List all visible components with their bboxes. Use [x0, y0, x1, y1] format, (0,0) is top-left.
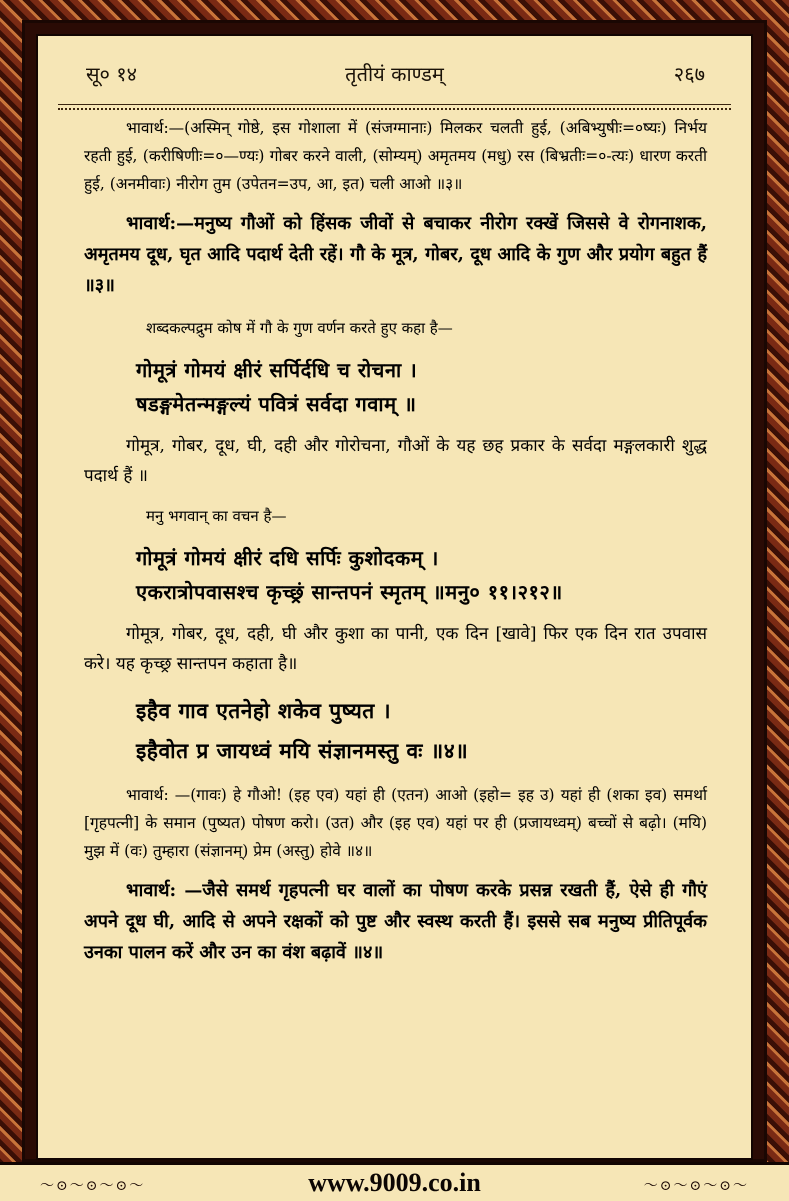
- paragraph-meaning-3: भावार्थ:—(अस्मिन् गोष्ठे, इस गोशाला में (संजग्मानाः) मिलकर चलती हुई, (अबिभ्युषीः=०ष्यः) निर्भय रहती हुई, (करीषिणीः=०—ण्यः) गोबर करने वाली, (सोम्यम्) अमृतमय (मधु) रस (बिभ्रतीः=०-त्यः) धारण करती हुई, (अनमीवाः) नीरोग तुम (उपेतन=उप, आ, इत) चली आओ ॥३॥: [84, 119, 707, 193]
- ornament-left: 〜⊙〜⊙〜⊙〜: [40, 1178, 146, 1194]
- intro-manu: मनु भगवान् का वचन है—: [146, 507, 287, 525]
- verse-line: इहैव गाव एतनेहो शकेव पुष्यत ।: [136, 698, 392, 723]
- page-content: [84, 114, 707, 982]
- page-header: [72, 36, 717, 90]
- verse-manu: [84, 541, 707, 609]
- verse-shabdakalpadruma: [84, 353, 707, 421]
- verse-line: गोमूत्रं गोमयं क्षीरं सर्पिर्दधि च रोचना ।: [136, 358, 418, 382]
- website-url[interactable]: www.9009.co.in: [308, 1168, 481, 1197]
- kanda-title: तृतीयं काण्डम्: [345, 62, 444, 86]
- ornament-right: 〜⊙〜⊙〜⊙〜: [643, 1178, 749, 1194]
- intro-shabdakalpadruma: शब्दकल्पद्रुम कोष में गौ के गुण वर्णन करते हुए कहा है—: [146, 319, 453, 337]
- paragraph-panchagavya: गोमूत्र, गोबर, दूध, घी, दही और गोरोचना, गौओं के यह छह प्रकार के सर्वदा मङ्गलकारी शुद्ध पदार्थ हैं ॥: [84, 436, 707, 486]
- footer-band: [0, 1162, 789, 1201]
- header-rule: [58, 100, 731, 110]
- verse-line: इहैवोत प्र जायध्वं मयि संज्ञानमस्तु वः ॥४॥: [136, 738, 469, 763]
- paragraph-purport-4: भावार्थ: —जैसे समर्थ गृहपत्नी घर वालों का पोषण करके प्रसन्न रखती हैं, ऐसे ही गौएं अपने दूध घी, आदि से अपने रक्षकों को पुष्ट और स्वस्थ करती हैं। इससे सब मनुष्य प्रीतिपूर्वक उनका पालन करें और उन का वंश बढ़ावें ॥४॥: [84, 880, 707, 963]
- paragraph-purport-3: भावार्थ:—मनुष्य गौओं को हिंसक जीवों से बचाकर नीरोग रक्खें जिससे वे रोगनाशक, अमृतमय दूध, घृत आदि पदार्थ देती रहें। गौ के मूत्र, गोबर, दूध आदि के गुण और प्रयोग बहुत हैं ॥३॥: [84, 213, 707, 296]
- page-number: २६७: [673, 62, 705, 86]
- paragraph-meaning-4: भावार्थ: —(गावः) हे गौओ! (इह एव) यहां ही (एतन) आओ (इहो= इह उ) यहां ही (शका इव) समर्था [गृहपत्नी] के समान (पुष्यत) पोषण करो। (उत) और (इह एव) यहां पर ही (प्रजायध्वम्) बच्चों से बढ़ो। (मयि) मुझ में (वः) तुम्हारा (संज्ञानम्) प्रेम (अस्तु) होवे ॥४॥: [84, 786, 707, 860]
- mantra-4: [84, 691, 707, 771]
- verse-line: गोमूत्रं गोमयं क्षीरं दधि सर्पिः कुशोदकम् ।: [136, 546, 439, 570]
- verse-line: षडङ्गमेतन्मङ्गल्यं पवित्रं सर्वदा गवाम् ॥: [136, 392, 417, 416]
- verse-line: एकरात्रोपवासश्च कृच्छ्रं सान्तपनं स्मृतम् ॥मनु० ११।२१२॥: [136, 580, 563, 604]
- sukta-number: सू० १४: [86, 62, 138, 86]
- paragraph-krichchhra: गोमूत्र, गोबर, दूध, दही, घी और कुशा का पानी, एक दिन [खावे] फिर एक दिन रात उपवास करे। यह कृच्छ्र सान्तपन कहाता है॥: [84, 624, 707, 674]
